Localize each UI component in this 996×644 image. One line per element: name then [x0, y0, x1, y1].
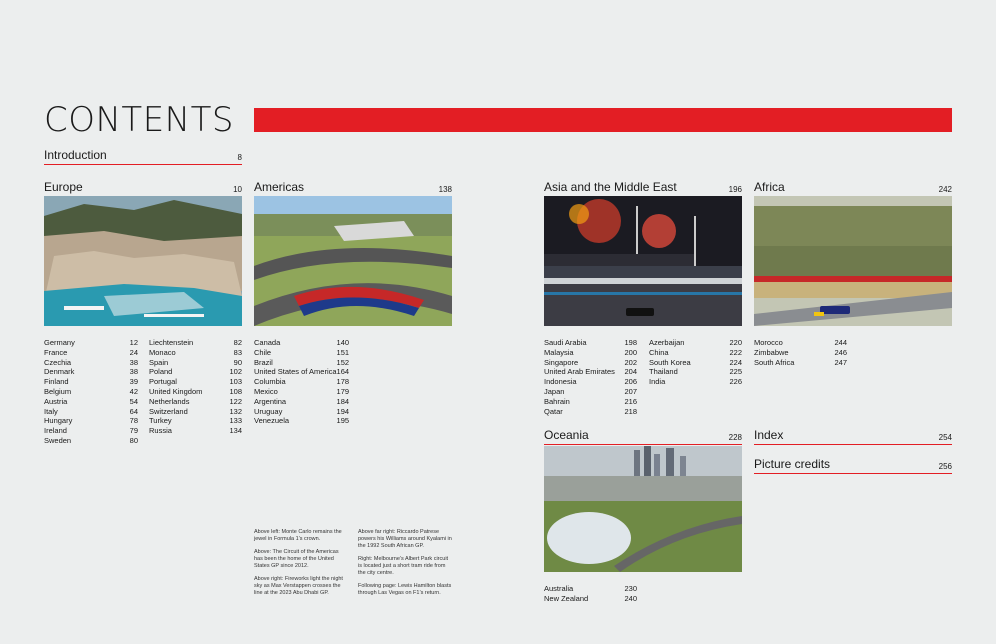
list-item[interactable] [149, 367, 242, 377]
caption-text: Above left: Monte Carlo remains the jewel in Formula 1’s crown. [254, 529, 342, 542]
list-item[interactable] [649, 367, 742, 377]
page-number: 224 [729, 357, 742, 367]
country-name: Chile [254, 347, 272, 357]
list-item[interactable] [44, 436, 138, 446]
list-item[interactable] [254, 397, 349, 407]
country-name: Mexico [254, 386, 278, 396]
page-number: 178 [336, 377, 350, 387]
section-europe[interactable] [44, 180, 242, 197]
list-item[interactable] [544, 407, 637, 417]
page-number: 220 [729, 338, 742, 347]
list-item[interactable] [254, 407, 349, 417]
page-number: 244 [834, 338, 847, 347]
page-number: 247 [834, 357, 847, 367]
country-name: Indonesia [544, 377, 577, 387]
section-page: 242 [938, 185, 952, 194]
page-number: 198 [624, 338, 637, 347]
country-name: United Kingdom [149, 386, 203, 396]
country-name: Ireland [44, 426, 67, 436]
section-index[interactable] [754, 428, 952, 445]
page-number: 134 [229, 426, 242, 436]
section-page: 10 [233, 185, 242, 194]
section-page: 8 [237, 153, 242, 162]
page-number: 202 [624, 357, 637, 367]
list-item[interactable] [254, 416, 349, 426]
section-page: 254 [938, 433, 952, 442]
section-oceania[interactable] [544, 428, 742, 445]
page-number: 38 [129, 357, 138, 367]
list-item[interactable] [149, 407, 242, 417]
country-name: Czechia [44, 357, 72, 367]
page-number: 195 [336, 416, 350, 426]
page-number: 226 [729, 377, 742, 387]
page-number: 78 [129, 416, 138, 426]
list-item[interactable] [649, 338, 742, 348]
list-asia-a [544, 338, 637, 416]
list-item[interactable] [254, 338, 349, 348]
country-name: Saudi Arabia [544, 338, 587, 347]
section-introduction[interactable] [44, 148, 242, 165]
list-item[interactable] [544, 397, 637, 407]
section-name: Index [754, 428, 784, 442]
section-page: 256 [938, 462, 952, 471]
page-number: 82 [233, 338, 242, 347]
country-name: Netherlands [149, 396, 190, 406]
country-name: Finland [44, 377, 69, 387]
country-name: Turkey [149, 416, 172, 426]
list-item[interactable] [254, 377, 349, 387]
list-item[interactable] [44, 397, 138, 407]
page-number: 122 [229, 396, 242, 406]
title-accent-bar [254, 108, 952, 132]
list-item[interactable] [149, 358, 242, 368]
list-item[interactable] [254, 387, 349, 397]
list-item[interactable] [544, 584, 637, 594]
page-number: 133 [229, 416, 242, 426]
list-oceania [544, 584, 637, 604]
page-number: 54 [129, 396, 138, 406]
page-number: 102 [229, 367, 242, 377]
page-number: 42 [129, 386, 138, 396]
list-item[interactable] [754, 358, 847, 368]
list-item[interactable] [544, 594, 637, 604]
list-americas [254, 338, 349, 426]
list-item[interactable] [254, 367, 349, 377]
list-item[interactable] [44, 367, 138, 377]
list-item[interactable] [544, 387, 637, 397]
section-asia[interactable] [544, 180, 742, 197]
list-item[interactable] [254, 348, 349, 358]
section-page: 138 [438, 185, 452, 194]
list-item[interactable] [149, 426, 242, 436]
list-item[interactable] [254, 358, 349, 368]
country-name: Russia [149, 426, 172, 436]
page-number: 204 [624, 367, 637, 377]
page-number: 152 [336, 357, 350, 367]
caption-text: Above right: Fireworks light the night sky as Max Verstappen crosses the line at the 2023 Abu Dhabi GP. [254, 576, 343, 596]
country-name: New Zealand [544, 593, 589, 603]
list-item[interactable] [149, 397, 242, 407]
caption-text: Above far right: Riccardo Patrese powers his Williams around Kyalami in the 1992 South African GP. [358, 529, 452, 549]
list-item[interactable] [149, 387, 242, 397]
list-item[interactable] [149, 416, 242, 426]
page-number: 79 [129, 426, 138, 436]
country-name: South Korea [649, 357, 691, 367]
page-title: CONTENTS [44, 100, 234, 140]
page-number: 80 [129, 435, 138, 445]
photo-abu-dhabi-fireworks [544, 196, 742, 326]
country-name: Monaco [149, 347, 176, 357]
list-item[interactable] [44, 338, 138, 348]
country-name: Columbia [254, 377, 286, 387]
page-number: 24 [129, 347, 138, 357]
captions-left [254, 529, 346, 603]
list-item[interactable] [44, 358, 138, 368]
list-asia-b [649, 338, 742, 387]
country-name: Poland [149, 367, 173, 377]
country-name: Portugal [149, 377, 177, 387]
list-item[interactable] [649, 348, 742, 358]
page-number: 103 [229, 377, 242, 387]
country-name: India [649, 377, 666, 387]
country-name: United States of America [254, 367, 337, 377]
page-number: 218 [624, 406, 637, 416]
country-name: Thailand [649, 367, 678, 377]
page-number: 39 [129, 377, 138, 387]
caption-text: Above: The Circuit of the Americas has been the home of the United States GP since 2012. [254, 549, 339, 569]
country-name: Azerbaijan [649, 338, 685, 347]
country-name: Italy [44, 406, 58, 416]
list-item[interactable] [44, 426, 138, 436]
country-name: Morocco [754, 338, 783, 347]
section-picture-credits[interactable] [754, 457, 952, 474]
section-name: Europe [44, 180, 83, 194]
section-name: Asia and the Middle East [544, 180, 677, 194]
list-africa [754, 338, 847, 367]
list-item[interactable] [149, 338, 242, 348]
section-africa[interactable] [754, 180, 952, 197]
section-page: 228 [728, 433, 742, 442]
list-europe-b [149, 338, 242, 436]
section-page: 196 [728, 185, 742, 194]
list-item[interactable] [44, 348, 138, 358]
country-name: Qatar [544, 406, 563, 416]
country-name: Bahrain [544, 396, 570, 406]
list-item[interactable] [649, 358, 742, 368]
country-name: Zimbabwe [754, 347, 789, 357]
page-number: 12 [129, 338, 138, 347]
section-name: Introduction [44, 148, 107, 162]
country-name: South Africa [754, 357, 795, 367]
country-name: Spain [149, 357, 169, 367]
list-item[interactable] [44, 377, 138, 387]
list-item[interactable] [149, 348, 242, 358]
photo-monaco [44, 196, 242, 326]
country-name: Singapore [544, 357, 579, 367]
page-number: 207 [624, 386, 637, 396]
country-name: China [649, 347, 669, 357]
country-name: Switzerland [149, 406, 188, 416]
country-name: Canada [254, 338, 281, 347]
section-name: Americas [254, 180, 305, 194]
list-item[interactable] [754, 348, 847, 358]
page-number: 140 [336, 338, 350, 347]
list-item[interactable] [44, 416, 138, 426]
country-name: Belgium [44, 386, 72, 396]
country-name: United Arab Emirates [544, 367, 615, 377]
page-number: 179 [336, 386, 350, 396]
list-item[interactable] [544, 338, 637, 348]
list-item[interactable] [544, 358, 637, 368]
photo-kyalami [754, 196, 952, 326]
country-name: France [44, 347, 68, 357]
country-name: Austria [44, 396, 68, 406]
country-name: Denmark [44, 367, 75, 377]
caption-text: Following page: Lewis Hamilton blasts through Las Vegas on F1’s return. [358, 583, 452, 596]
country-name: Hungary [44, 416, 73, 426]
section-name: Oceania [544, 428, 589, 442]
list-item[interactable] [44, 387, 138, 397]
list-item[interactable] [544, 367, 637, 377]
photo-circuit-of-the-americas [254, 196, 452, 326]
page-number: 184 [336, 396, 350, 406]
list-item[interactable] [544, 377, 637, 387]
page-number: 194 [336, 406, 350, 416]
page-number: 230 [624, 584, 637, 593]
page-number: 200 [624, 347, 637, 357]
page-number: 108 [229, 386, 242, 396]
country-name: Germany [44, 338, 75, 347]
page-number: 83 [233, 347, 242, 357]
list-item[interactable] [754, 338, 847, 348]
page-number: 164 [336, 367, 350, 377]
list-item[interactable] [44, 407, 138, 417]
country-name: Australia [544, 584, 574, 593]
country-name: Venezuela [254, 416, 290, 426]
country-name: Sweden [44, 435, 72, 445]
page-number: 90 [233, 357, 242, 367]
list-item[interactable] [544, 348, 637, 358]
list-item[interactable] [149, 377, 242, 387]
photo-albert-park [544, 446, 742, 572]
caption-text: Right: Melbourne’s Albert Park circuit is located just a short tram ride from the city centre. [358, 556, 449, 576]
page-number: 64 [129, 406, 138, 416]
section-name: Africa [754, 180, 785, 194]
page-number: 246 [834, 347, 847, 357]
country-name: Japan [544, 386, 565, 396]
list-europe-a [44, 338, 138, 446]
country-name: Malaysia [544, 347, 574, 357]
captions-right [358, 529, 452, 603]
country-name: Uruguay [254, 406, 283, 416]
page-number: 216 [624, 396, 637, 406]
page-number: 225 [729, 367, 742, 377]
country-name: Brazil [254, 357, 273, 367]
page-number: 206 [624, 377, 637, 387]
country-name: Liechtenstein [149, 338, 194, 347]
page-number: 222 [729, 347, 742, 357]
page-number: 132 [229, 406, 242, 416]
page-number: 38 [129, 367, 138, 377]
section-americas[interactable] [254, 180, 452, 197]
page-number: 151 [336, 347, 350, 357]
page-number: 240 [624, 593, 637, 603]
list-item[interactable] [649, 377, 742, 387]
section-name: Picture credits [754, 457, 831, 471]
country-name: Argentina [254, 396, 287, 406]
